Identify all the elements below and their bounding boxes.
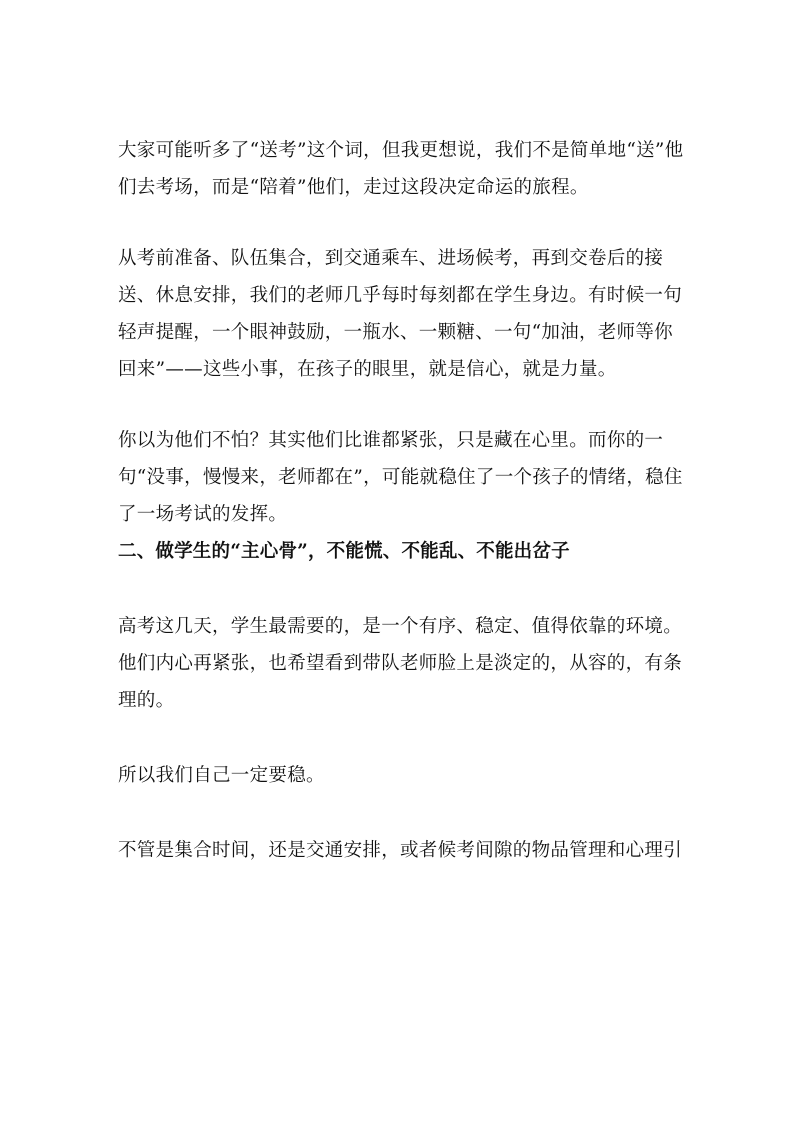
paragraph-teacher-presence: 从考前准备、队伍集合，到交通乘车、进场候考，再到交卷后的接送、休息安排，我们的老师几乎每时每刻都在学生身边。有时候一句轻声提醒，一个眼神鼓励，一瓶水、一颗糖、一句“加油，老师等你回来”——这些小事，在孩子的眼里，就是信心，就是力量。 (118, 248, 683, 380)
paragraph-stable-environment: 高考这几天，学生最需要的，是一个有序、稳定、值得依靠的环境。他们内心再紧张，也希望看到带队老师脸上是淡定的，从容的，有条理的。 (118, 616, 683, 711)
document-body (118, 132, 684, 869)
section-heading: 二、做学生的“主心骨”，不能慌、不能乱、不能出岔子 (118, 541, 570, 562)
paragraph-stay-steady: 所以我们自己一定要稳。 (118, 765, 325, 786)
paragraph-escort-meaning: 大家可能听多了“送考”这个词，但我更想说，我们不是简单地“送”他们去考场，而是“陪着”他们，走过这段决定命运的旅程。 (118, 140, 684, 198)
paragraph-student-nerves: 你以为他们不怕？其实他们比谁都紧张，只是藏在心里。而你的一句“没事，慢慢来，老师都在”，可能就稳住了一个孩子的情绪，稳住了一场考试的发挥。 (118, 430, 683, 525)
paragraph-arrangements: 不管是集合时间，还是交通安排，或者候考间隙的物品管理和心理引 (118, 840, 683, 861)
